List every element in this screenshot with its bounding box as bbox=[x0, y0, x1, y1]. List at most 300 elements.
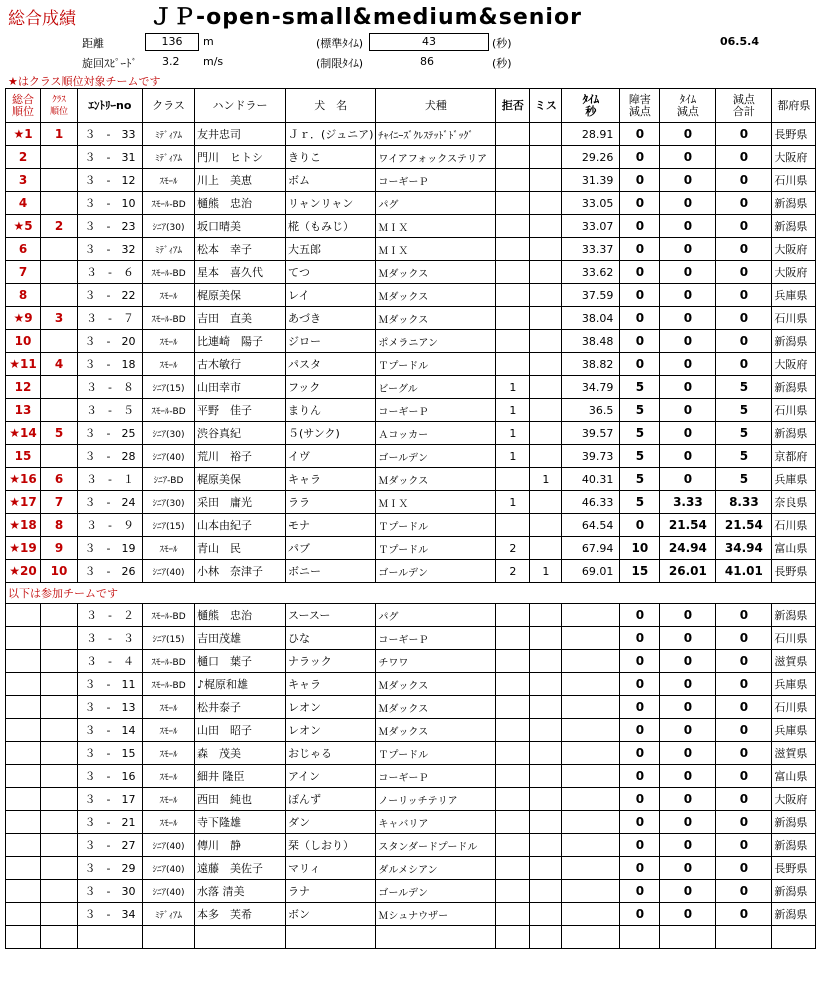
miss-cell bbox=[530, 261, 562, 284]
obstacle-penalty-cell: 0 bbox=[620, 169, 660, 192]
time-penalty-cell: 0 bbox=[660, 376, 716, 399]
miss-cell bbox=[530, 376, 562, 399]
table-row bbox=[6, 673, 816, 696]
class-cell: ｽﾓｰﾙ-BD bbox=[143, 650, 195, 673]
refusal-cell bbox=[496, 673, 530, 696]
dog-name-cell: ５(サンク) bbox=[286, 422, 376, 445]
col-prefecture: 都府県 bbox=[772, 89, 816, 123]
refusal-cell bbox=[496, 719, 530, 742]
handler-cell: 樋口 葉子 bbox=[195, 650, 286, 673]
class-rank-cell: 10 bbox=[41, 560, 78, 583]
entry-no-cell: ３ - ９ bbox=[78, 514, 143, 537]
breed-cell: Ｔプードル bbox=[376, 514, 496, 537]
total-penalty-cell: 5 bbox=[716, 422, 772, 445]
dog-name-cell: パスタ bbox=[286, 353, 376, 376]
prefecture-cell: 大阪府 bbox=[772, 353, 816, 376]
entry-no-cell: ３ - 30 bbox=[78, 880, 143, 903]
class-rank-cell bbox=[41, 696, 78, 719]
time-penalty-cell: 0 bbox=[660, 238, 716, 261]
entry-no-cell: ３ - ５ bbox=[78, 399, 143, 422]
time-penalty-cell: 0 bbox=[660, 765, 716, 788]
dog-name-cell: ナラック bbox=[286, 650, 376, 673]
entry-no-cell: ３ - １ bbox=[78, 468, 143, 491]
obstacle-penalty-cell: 0 bbox=[620, 604, 660, 627]
table-row bbox=[6, 834, 816, 857]
time-cell: 40.31 bbox=[562, 468, 620, 491]
prefecture-cell: 新潟県 bbox=[772, 376, 816, 399]
class-cell: ｽﾓｰﾙ-BD bbox=[143, 399, 195, 422]
prefecture-cell: 大阪府 bbox=[772, 238, 816, 261]
prefecture-cell: 新潟県 bbox=[772, 880, 816, 903]
overall-rank-cell: 15 bbox=[6, 445, 41, 468]
time-cell: 69.01 bbox=[562, 560, 620, 583]
class-cell: ｼﾆｱ(30) bbox=[143, 215, 195, 238]
time-penalty-cell: 0 bbox=[660, 857, 716, 880]
entry-no-cell: ３ - 18 bbox=[78, 353, 143, 376]
refusal-cell: 1 bbox=[496, 399, 530, 422]
class-rank-cell: 1 bbox=[41, 123, 78, 146]
dog-name-cell: レイ bbox=[286, 284, 376, 307]
obstacle-penalty-cell: 0 bbox=[620, 719, 660, 742]
class-rank-cell bbox=[41, 604, 78, 627]
prefecture-cell: 大阪府 bbox=[772, 261, 816, 284]
standard-time-value: 43 bbox=[369, 33, 489, 51]
class-cell: ｽﾓｰﾙ-BD bbox=[143, 192, 195, 215]
table-row bbox=[6, 330, 816, 353]
class-rank-cell bbox=[41, 765, 78, 788]
total-penalty-cell: 0 bbox=[716, 765, 772, 788]
participants-note: 以下は参加チームです bbox=[6, 583, 816, 604]
speed-label: 旋回ｽﾋﾟｰﾄﾞ bbox=[82, 57, 137, 70]
time-penalty-cell: 0 bbox=[660, 903, 716, 926]
class-cell: ｽﾓｰﾙ-BD bbox=[143, 604, 195, 627]
breed-cell: コーギーＰ bbox=[376, 399, 496, 422]
prefecture-cell: 新潟県 bbox=[772, 811, 816, 834]
obstacle-penalty-cell: 0 bbox=[620, 192, 660, 215]
entry-no-cell: ３ - 31 bbox=[78, 146, 143, 169]
date: 06.5.4 bbox=[720, 35, 759, 48]
overall-rank-cell: 6 bbox=[6, 238, 41, 261]
class-cell: ｼﾆｱ(15) bbox=[143, 376, 195, 399]
total-penalty-cell: 0 bbox=[716, 330, 772, 353]
time-cell: 39.73 bbox=[562, 445, 620, 468]
class-cell: ｽﾓｰﾙ bbox=[143, 719, 195, 742]
time-cell bbox=[562, 903, 620, 926]
handler-cell: 星本 喜久代 bbox=[195, 261, 286, 284]
entry-no-cell: ３ - 19 bbox=[78, 537, 143, 560]
col-class-rank: ｸﾗｽ 順位 bbox=[41, 89, 78, 123]
dog-name-cell: ボム bbox=[286, 169, 376, 192]
results-table bbox=[5, 88, 816, 949]
class-rank-cell bbox=[41, 169, 78, 192]
time-cell: 39.57 bbox=[562, 422, 620, 445]
total-penalty-cell: 0 bbox=[716, 238, 772, 261]
class-rank-cell bbox=[41, 445, 78, 468]
entry-no-cell: ３ - 13 bbox=[78, 696, 143, 719]
class-rank-cell: 5 bbox=[41, 422, 78, 445]
breed-cell: ゴールデン bbox=[376, 445, 496, 468]
overall-rank-cell: 7 bbox=[6, 261, 41, 284]
time-cell bbox=[562, 627, 620, 650]
class-cell: ﾐﾃﾞｨｱﾑ bbox=[143, 123, 195, 146]
time-cell bbox=[562, 604, 620, 627]
handler-cell: 山田幸市 bbox=[195, 376, 286, 399]
prefecture-cell: 兵庫県 bbox=[772, 673, 816, 696]
distance-label: 距離 bbox=[82, 37, 104, 50]
prefecture-cell: 長野県 bbox=[772, 123, 816, 146]
overall-rank-cell bbox=[6, 719, 41, 742]
obstacle-penalty-cell: 0 bbox=[620, 903, 660, 926]
table-row bbox=[6, 765, 816, 788]
time-penalty-cell: 0 bbox=[660, 673, 716, 696]
miss-cell bbox=[530, 215, 562, 238]
overall-rank-cell: 12 bbox=[6, 376, 41, 399]
handler-cell: 細井 隆臣 bbox=[195, 765, 286, 788]
class-rank-cell bbox=[41, 742, 78, 765]
overall-rank-cell bbox=[6, 903, 41, 926]
dog-name-cell: ひな bbox=[286, 627, 376, 650]
overall-rank-cell bbox=[6, 788, 41, 811]
total-penalty-cell: 0 bbox=[716, 742, 772, 765]
total-penalty-cell: 21.54 bbox=[716, 514, 772, 537]
total-penalty-cell: 0 bbox=[716, 673, 772, 696]
miss-cell: 1 bbox=[530, 468, 562, 491]
col-total-penalty: 減点 合計 bbox=[716, 89, 772, 123]
breed-cell: コーギーＰ bbox=[376, 627, 496, 650]
overall-rank-cell bbox=[6, 880, 41, 903]
total-penalty-cell: 0 bbox=[716, 880, 772, 903]
breed-cell: ゴールデン bbox=[376, 560, 496, 583]
entry-no-cell: ３ - 15 bbox=[78, 742, 143, 765]
entry-no-cell: ３ - 29 bbox=[78, 857, 143, 880]
overall-rank-cell: 8 bbox=[6, 284, 41, 307]
total-penalty-cell: 0 bbox=[716, 719, 772, 742]
total-penalty-cell: 0 bbox=[716, 123, 772, 146]
entry-no-cell: ３ - 34 bbox=[78, 903, 143, 926]
col-obstacle-penalty: 障害 減点 bbox=[620, 89, 660, 123]
refusal-cell: 2 bbox=[496, 537, 530, 560]
time-penalty-cell: 0 bbox=[660, 650, 716, 673]
miss-cell bbox=[530, 880, 562, 903]
class-rank-cell bbox=[41, 673, 78, 696]
breed-cell: Ａコッカー bbox=[376, 422, 496, 445]
handler-cell: 門川 ヒトシ bbox=[195, 146, 286, 169]
col-breed: 犬種 bbox=[376, 89, 496, 123]
obstacle-penalty-cell: 0 bbox=[620, 765, 660, 788]
class-cell: ｽﾓｰﾙ bbox=[143, 330, 195, 353]
total-penalty-cell: 5 bbox=[716, 399, 772, 422]
overall-rank-cell: 2 bbox=[6, 146, 41, 169]
time-cell: 33.37 bbox=[562, 238, 620, 261]
class-rank-cell bbox=[41, 627, 78, 650]
prefecture-cell: 新潟県 bbox=[772, 192, 816, 215]
time-cell bbox=[562, 857, 620, 880]
class-rank-cell: 3 bbox=[41, 307, 78, 330]
obstacle-penalty-cell: 0 bbox=[620, 696, 660, 719]
obstacle-penalty-cell: 0 bbox=[620, 880, 660, 903]
obstacle-penalty-cell: 5 bbox=[620, 491, 660, 514]
entry-no-cell: ３ - 10 bbox=[78, 192, 143, 215]
col-time-penalty: ﾀｲﾑ 減点 bbox=[660, 89, 716, 123]
time-cell bbox=[562, 765, 620, 788]
breed-cell: Ｍシュナウザー bbox=[376, 903, 496, 926]
overall-rank-cell: ★17 bbox=[6, 491, 41, 514]
time-penalty-cell: 0 bbox=[660, 834, 716, 857]
entry-no-cell: ３ - 27 bbox=[78, 834, 143, 857]
breed-cell: Ｍダックス bbox=[376, 468, 496, 491]
miss-cell bbox=[530, 146, 562, 169]
class-rank-cell: 6 bbox=[41, 468, 78, 491]
time-cell bbox=[562, 834, 620, 857]
entry-no-cell: ３ - ２ bbox=[78, 604, 143, 627]
miss-cell bbox=[530, 123, 562, 146]
miss-cell bbox=[530, 238, 562, 261]
class-cell: ｼﾆｱ(15) bbox=[143, 514, 195, 537]
entry-no-cell: ３ - 32 bbox=[78, 238, 143, 261]
entry-no-cell: ３ - 14 bbox=[78, 719, 143, 742]
standard-time-label: (標準ﾀｲﾑ) bbox=[316, 37, 364, 50]
entry-no-cell: ３ - 22 bbox=[78, 284, 143, 307]
dog-name-cell: ジロー bbox=[286, 330, 376, 353]
dog-name-cell: あづき bbox=[286, 307, 376, 330]
obstacle-penalty-cell: 10 bbox=[620, 537, 660, 560]
time-penalty-cell: 0 bbox=[660, 330, 716, 353]
table-row bbox=[6, 376, 816, 399]
total-penalty-cell: 0 bbox=[716, 261, 772, 284]
prefecture-cell: 新潟県 bbox=[772, 604, 816, 627]
class-rank-cell bbox=[41, 811, 78, 834]
class-rank-cell bbox=[41, 650, 78, 673]
class-rank-cell bbox=[41, 146, 78, 169]
handler-cell: 山田 昭子 bbox=[195, 719, 286, 742]
entry-no-cell: ３ - ６ bbox=[78, 261, 143, 284]
prefecture-cell: 大阪府 bbox=[772, 146, 816, 169]
standard-time-unit: (秒) bbox=[492, 37, 512, 50]
class-cell: ｽﾓｰﾙ-BD bbox=[143, 673, 195, 696]
obstacle-penalty-cell: 0 bbox=[620, 146, 660, 169]
limit-time-unit: (秒) bbox=[492, 57, 512, 70]
miss-cell bbox=[530, 537, 562, 560]
refusal-cell bbox=[496, 880, 530, 903]
refusal-cell bbox=[496, 146, 530, 169]
miss-cell bbox=[530, 353, 562, 376]
entry-no-cell: ３ - ４ bbox=[78, 650, 143, 673]
refusal-cell bbox=[496, 123, 530, 146]
refusal-cell bbox=[496, 650, 530, 673]
refusal-cell: 1 bbox=[496, 376, 530, 399]
breed-cell: Ｍダックス bbox=[376, 261, 496, 284]
dog-name-cell: フック bbox=[286, 376, 376, 399]
prefecture-cell: 兵庫県 bbox=[772, 468, 816, 491]
obstacle-penalty-cell: 0 bbox=[620, 742, 660, 765]
class-rank-cell: 8 bbox=[41, 514, 78, 537]
handler-cell: 遠藤 美佐子 bbox=[195, 857, 286, 880]
handler-cell: 吉田 直美 bbox=[195, 307, 286, 330]
table-row bbox=[6, 169, 816, 192]
total-penalty-cell: 0 bbox=[716, 146, 772, 169]
dog-name-cell: リャンリャン bbox=[286, 192, 376, 215]
dog-name-cell: まりん bbox=[286, 399, 376, 422]
handler-cell: 采田 庸光 bbox=[195, 491, 286, 514]
time-cell bbox=[562, 788, 620, 811]
entry-no-cell: ３ - 33 bbox=[78, 123, 143, 146]
obstacle-penalty-cell: 5 bbox=[620, 422, 660, 445]
refusal-cell bbox=[496, 261, 530, 284]
total-penalty-cell: 5 bbox=[716, 468, 772, 491]
obstacle-penalty-cell: 15 bbox=[620, 560, 660, 583]
table-row bbox=[6, 284, 816, 307]
class-cell: ｼﾆｱ(30) bbox=[143, 422, 195, 445]
class-cell: ｼﾆｱ(15) bbox=[143, 627, 195, 650]
total-penalty-cell: 5 bbox=[716, 445, 772, 468]
table-row bbox=[6, 811, 816, 834]
obstacle-penalty-cell: 0 bbox=[620, 857, 660, 880]
class-rank-note: ★はクラス順位対象チームです bbox=[8, 75, 161, 88]
handler-cell: 渋谷真紀 bbox=[195, 422, 286, 445]
handler-cell: 吉田茂雄 bbox=[195, 627, 286, 650]
overall-rank-cell bbox=[6, 857, 41, 880]
miss-cell bbox=[530, 445, 562, 468]
obstacle-penalty-cell: 0 bbox=[620, 834, 660, 857]
handler-cell: 友井忠司 bbox=[195, 123, 286, 146]
miss-cell: 1 bbox=[530, 560, 562, 583]
handler-cell: 川上 美恵 bbox=[195, 169, 286, 192]
breed-cell: チワワ bbox=[376, 650, 496, 673]
time-cell: 33.62 bbox=[562, 261, 620, 284]
breed-cell: ゴールデン bbox=[376, 880, 496, 903]
time-cell: 29.26 bbox=[562, 146, 620, 169]
refusal-cell: 1 bbox=[496, 445, 530, 468]
dog-name-cell: ララ bbox=[286, 491, 376, 514]
miss-cell bbox=[530, 788, 562, 811]
class-rank-cell bbox=[41, 719, 78, 742]
entry-no-cell: ３ - 24 bbox=[78, 491, 143, 514]
total-penalty-cell: 0 bbox=[716, 284, 772, 307]
total-penalty-cell: 0 bbox=[716, 811, 772, 834]
handler-cell: 小林 奈津子 bbox=[195, 560, 286, 583]
dog-name-cell: おじゃる bbox=[286, 742, 376, 765]
time-cell: 33.05 bbox=[562, 192, 620, 215]
time-cell bbox=[562, 673, 620, 696]
overall-rank-cell: 10 bbox=[6, 330, 41, 353]
dog-name-cell: アイン bbox=[286, 765, 376, 788]
total-penalty-cell: 8.33 bbox=[716, 491, 772, 514]
time-penalty-cell: 0 bbox=[660, 192, 716, 215]
col-class: クラス bbox=[143, 89, 195, 123]
miss-cell bbox=[530, 673, 562, 696]
dog-name-cell: きりこ bbox=[286, 146, 376, 169]
table-row bbox=[6, 857, 816, 880]
col-handler: ハンドラー bbox=[195, 89, 286, 123]
time-penalty-cell: 0 bbox=[660, 399, 716, 422]
distance-unit: m bbox=[203, 35, 214, 48]
time-cell bbox=[562, 880, 620, 903]
miss-cell bbox=[530, 650, 562, 673]
prefecture-cell: 奈良県 bbox=[772, 491, 816, 514]
prefecture-cell: 新潟県 bbox=[772, 834, 816, 857]
prefecture-cell: 石川県 bbox=[772, 696, 816, 719]
handler-cell: 森 茂美 bbox=[195, 742, 286, 765]
dog-name-cell: スースー bbox=[286, 604, 376, 627]
obstacle-penalty-cell: 0 bbox=[620, 514, 660, 537]
overall-rank-cell: ★18 bbox=[6, 514, 41, 537]
total-penalty-cell: 41.01 bbox=[716, 560, 772, 583]
breed-cell: Ｔプードル bbox=[376, 537, 496, 560]
obstacle-penalty-cell: 0 bbox=[620, 673, 660, 696]
handler-cell: 梶原美保 bbox=[195, 284, 286, 307]
time-cell: 38.48 bbox=[562, 330, 620, 353]
time-penalty-cell: 0 bbox=[660, 353, 716, 376]
time-penalty-cell: 0 bbox=[660, 811, 716, 834]
prefecture-cell: 石川県 bbox=[772, 307, 816, 330]
time-penalty-cell: 0 bbox=[660, 307, 716, 330]
overall-rank-cell: ★14 bbox=[6, 422, 41, 445]
entry-no-cell: ３ - ３ bbox=[78, 627, 143, 650]
breed-cell: パグ bbox=[376, 604, 496, 627]
table-row bbox=[6, 215, 816, 238]
time-penalty-cell: 26.01 bbox=[660, 560, 716, 583]
refusal-cell bbox=[496, 765, 530, 788]
prefecture-cell: 長野県 bbox=[772, 857, 816, 880]
total-penalty-cell: 0 bbox=[716, 353, 772, 376]
table-row bbox=[6, 788, 816, 811]
table-row bbox=[6, 399, 816, 422]
class-cell: ｼﾆｱ-BD bbox=[143, 468, 195, 491]
col-time: ﾀｲﾑ 秒 bbox=[562, 89, 620, 123]
handler-cell: ♪梶原和雄 bbox=[195, 673, 286, 696]
handler-cell: 荒川 裕子 bbox=[195, 445, 286, 468]
table-row bbox=[6, 604, 816, 627]
breed-cell: コーギーＰ bbox=[376, 765, 496, 788]
handler-cell: 本多 芙希 bbox=[195, 903, 286, 926]
total-penalty-cell: 34.94 bbox=[716, 537, 772, 560]
prefecture-cell: 京都府 bbox=[772, 445, 816, 468]
time-cell: 34.79 bbox=[562, 376, 620, 399]
total-penalty-cell: 0 bbox=[716, 834, 772, 857]
overall-rank-cell: 4 bbox=[6, 192, 41, 215]
distance-value: 136 bbox=[145, 33, 199, 51]
dog-name-cell: モナ bbox=[286, 514, 376, 537]
overall-rank-cell: ★9 bbox=[6, 307, 41, 330]
total-penalty-cell: 0 bbox=[716, 903, 772, 926]
table-row bbox=[6, 560, 816, 583]
breed-cell: Ｍダックス bbox=[376, 696, 496, 719]
entry-no-cell: ３ - 12 bbox=[78, 169, 143, 192]
time-penalty-cell: 0 bbox=[660, 215, 716, 238]
overall-rank-cell bbox=[6, 742, 41, 765]
class-cell: ｼﾆｱ(40) bbox=[143, 857, 195, 880]
breed-cell: ポメラニアン bbox=[376, 330, 496, 353]
class-cell: ｼﾆｱ(40) bbox=[143, 834, 195, 857]
total-penalty-cell: 0 bbox=[716, 192, 772, 215]
time-cell: 31.39 bbox=[562, 169, 620, 192]
breed-cell: ＭＩＸ bbox=[376, 238, 496, 261]
prefecture-cell: 兵庫県 bbox=[772, 719, 816, 742]
col-miss: ミス bbox=[530, 89, 562, 123]
overall-rank-cell bbox=[6, 604, 41, 627]
dog-name-cell: ぽんず bbox=[286, 788, 376, 811]
time-penalty-cell: 0 bbox=[660, 261, 716, 284]
refusal-cell bbox=[496, 192, 530, 215]
table-row bbox=[6, 238, 816, 261]
handler-cell: 梶原美保 bbox=[195, 468, 286, 491]
entry-no-cell: ３ - 20 bbox=[78, 330, 143, 353]
class-cell: ｽﾓｰﾙ-BD bbox=[143, 261, 195, 284]
class-rank-cell: 2 bbox=[41, 215, 78, 238]
prefecture-cell: 富山県 bbox=[772, 537, 816, 560]
time-cell: 64.54 bbox=[562, 514, 620, 537]
dog-name-cell: ダン bbox=[286, 811, 376, 834]
